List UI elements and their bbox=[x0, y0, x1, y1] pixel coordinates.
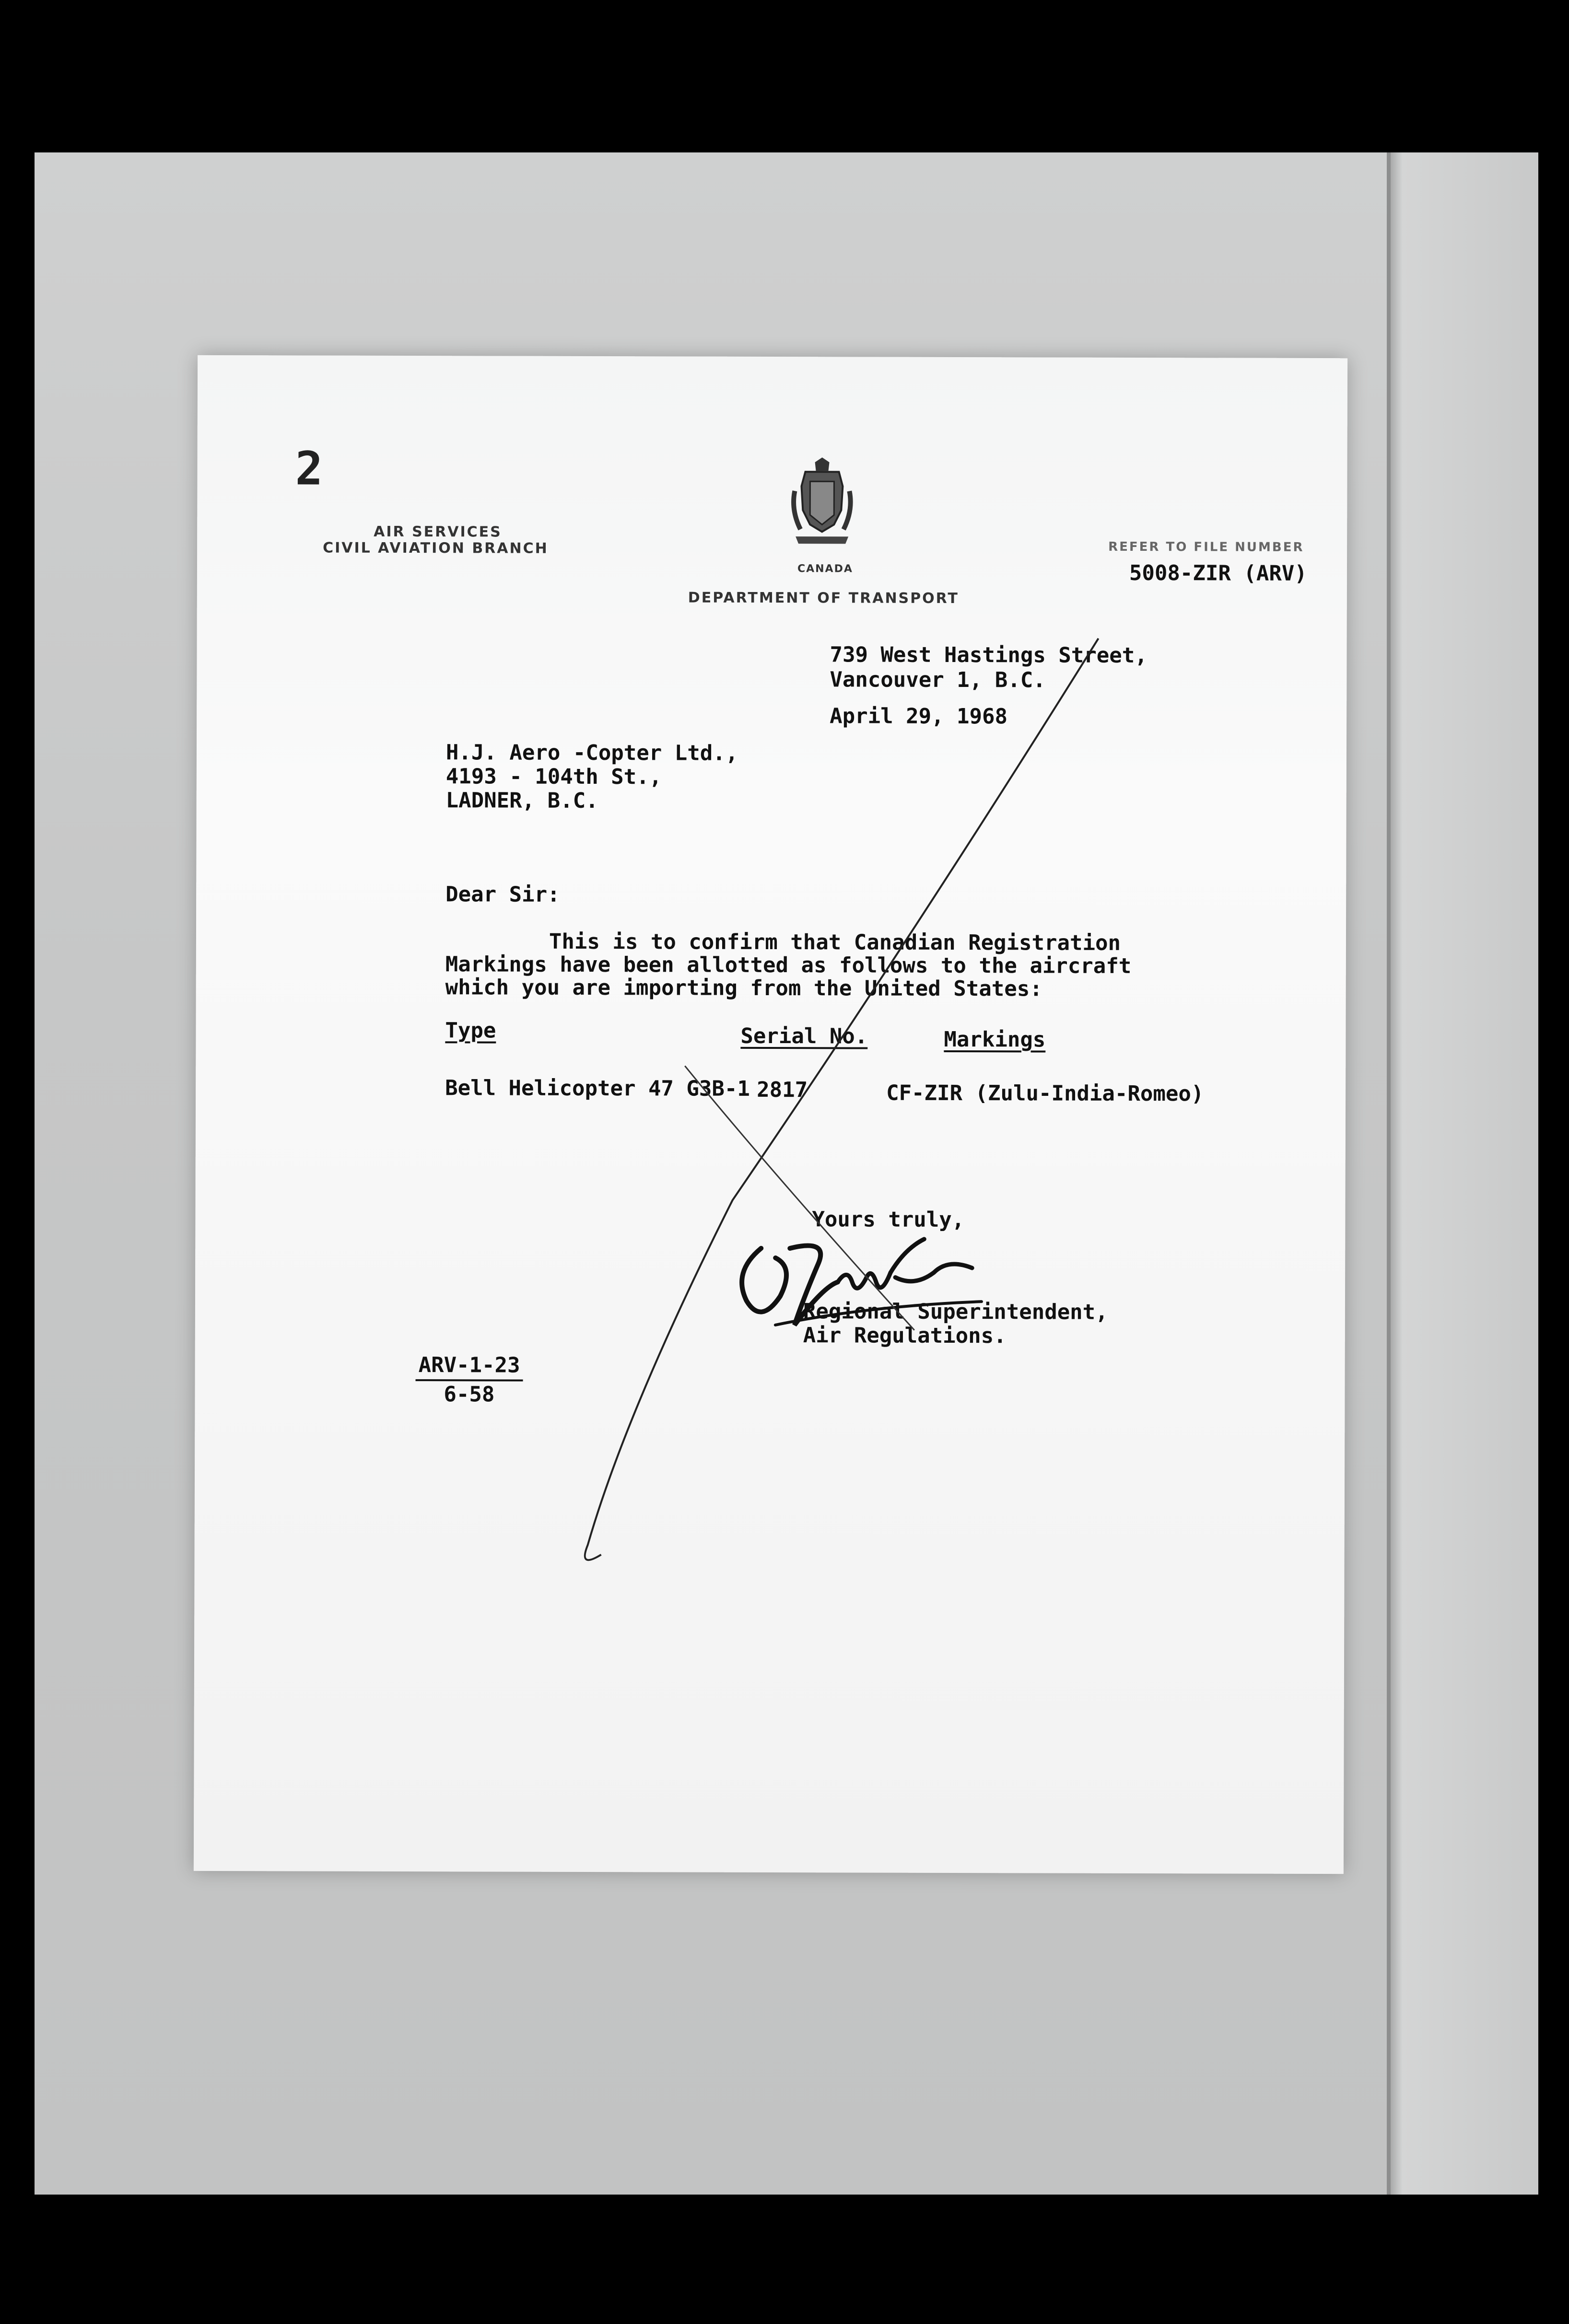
form-number-top: ARV-1-23 bbox=[416, 1353, 523, 1382]
table-cell-type: Bell Helicopter 47 G3B-1 bbox=[445, 1076, 750, 1101]
table-cell-serial: 2817 bbox=[757, 1077, 808, 1103]
valediction: Yours truly, bbox=[812, 1207, 965, 1232]
letterhead-canada: CANADA bbox=[797, 563, 853, 575]
table-cell-markings: CF-ZIR (Zulu-India-Romeo) bbox=[886, 1081, 1204, 1106]
recipient-line1: H.J. Aero -Copter Ltd., bbox=[445, 740, 738, 766]
letter-date: April 29, 1968 bbox=[830, 704, 1008, 729]
body-line2: Markings have been allotted as follows to the aircraft bbox=[445, 952, 1132, 978]
letterhead-civil-aviation-branch: CIVIL AVIATION BRANCH bbox=[323, 539, 549, 557]
sender-address-line1: 739 West Hastings Street, bbox=[830, 642, 1147, 668]
signatory-title-line1: Regional Superintendent, bbox=[803, 1299, 1108, 1325]
sender-address-line2: Vancouver 1, B.C. bbox=[830, 667, 1046, 693]
recipient-line2: 4193 - 104th St., bbox=[445, 764, 662, 790]
table-header-type: Type bbox=[445, 1018, 496, 1043]
adjacent-page-edge bbox=[1387, 152, 1538, 2195]
table-header-markings: Markings bbox=[944, 1027, 1046, 1052]
page-mark: 2 bbox=[295, 442, 323, 496]
recipient-line3: LADNER, B.C. bbox=[445, 788, 598, 813]
letterhead-department: DEPARTMENT OF TRANSPORT bbox=[688, 589, 959, 607]
salutation: Dear Sir: bbox=[445, 882, 560, 907]
body-line3: which you are importing from the United States: bbox=[445, 975, 1042, 1001]
body-line1: This is to confirm that Canadian Registration bbox=[549, 929, 1121, 955]
letterhead-air-services: AIR SERVICES bbox=[374, 523, 502, 541]
letterhead-file-number-label: REFER TO FILE NUMBER bbox=[1108, 539, 1304, 555]
pencil-cancellation-stroke bbox=[194, 355, 1347, 1874]
form-number-bottom: 6-58 bbox=[444, 1382, 495, 1407]
letter-sheet bbox=[194, 355, 1347, 1874]
table-header-serial: Serial No. bbox=[740, 1023, 868, 1049]
signatory-title-line2: Air Regulations. bbox=[803, 1323, 1007, 1348]
file-number: 5008-ZIR (ARV) bbox=[1129, 560, 1307, 586]
